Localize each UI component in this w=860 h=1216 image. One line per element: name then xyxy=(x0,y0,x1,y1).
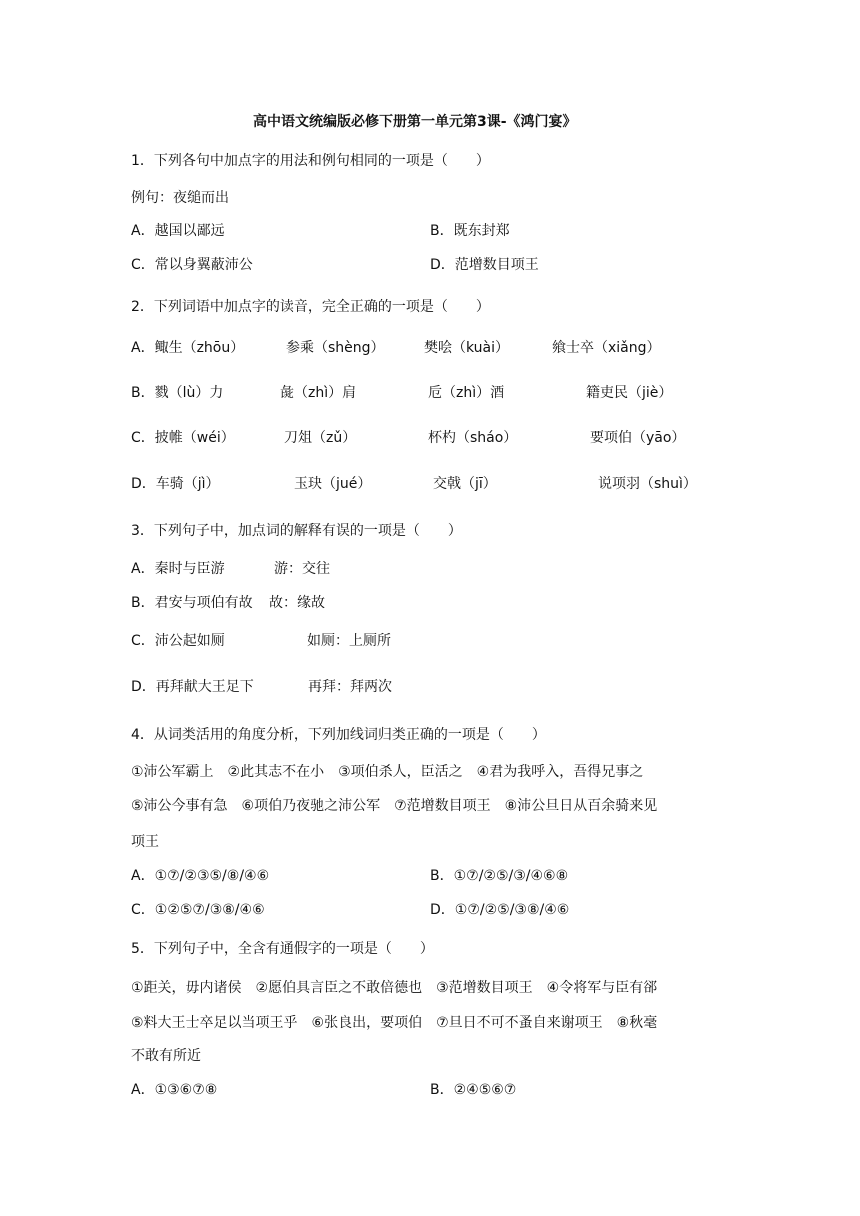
q4-option-a: A．①⑦/②③⑤/⑧/④⑥ xyxy=(131,868,270,884)
q3-sentence: C．沛公起如厕 xyxy=(131,633,225,649)
q3-stem: 3．下列句子中，加点词的解释有误的一项是（ ） xyxy=(131,523,462,539)
q3-sentence: D．再拜献大王足下 xyxy=(131,679,254,695)
q2-option-row xyxy=(0,474,860,494)
q3-sentence: A．秦时与臣游 xyxy=(131,561,225,577)
document-title: 高中语文统编版必修下册第一单元第3课-《鸿门宴》 xyxy=(253,114,577,130)
q3-option-row xyxy=(0,593,860,613)
q3-option-row xyxy=(0,559,860,579)
q4-sentences-line: ①沛公军霸上 ②此其志不在小 ③项伯杀人，臣活之 ④君为我呼入，吾得兄事之 xyxy=(131,764,644,780)
q4-option-c: C．①②⑤⑦/③⑧/④⑥ xyxy=(131,902,265,918)
q3-option-row xyxy=(0,677,860,697)
q2-cell: 卮（zhì）酒 xyxy=(428,385,505,401)
q2-cell: 飨士卒（xiǎng） xyxy=(552,340,661,356)
q2-cell: 交戟（jī） xyxy=(433,476,497,492)
q2-cell: 要项伯（yāo） xyxy=(590,430,686,446)
q5-stem: 5．下列句子中，全含有通假字的一项是（ ） xyxy=(131,941,434,957)
q2-cell: 刀俎（zǔ） xyxy=(284,430,357,446)
q4-option-b: B．①⑦/②⑤/③/④⑥⑧ xyxy=(430,868,569,884)
q1-option-a: A．越国以鄙远 xyxy=(131,223,225,239)
q2-option-row xyxy=(0,383,860,403)
q1-option-d: D．范增数目项王 xyxy=(430,257,539,273)
q2-option-row xyxy=(0,428,860,448)
q5-sentences-line: ⑤料大王士卒足以当项王乎 ⑥张良出，要项伯 ⑦旦日不可不蚤自来谢项王 ⑧秋毫 xyxy=(131,1015,658,1031)
q3-explanation: 游：交往 xyxy=(274,561,330,577)
q2-cell: 彘（zhì）肩 xyxy=(280,385,357,401)
q2-stem: 2．下列词语中加点字的读音，完全正确的一项是（ ） xyxy=(131,299,490,315)
q4-stem: 4．从词类活用的角度分析，下列加线词归类正确的一项是（ ） xyxy=(131,727,546,743)
q4-sentences-line: 项王 xyxy=(131,834,159,850)
q2-option-row xyxy=(0,338,860,358)
q3-sentence: B．君安与项伯有故 xyxy=(131,595,253,611)
q5-sentences-line: ①距关，毋内诸侯 ②愿伯具言臣之不敢倍德也 ③范增数目项王 ④令将军与臣有郤 xyxy=(131,980,658,996)
q5-option-b: B．②④⑤⑥⑦ xyxy=(430,1082,517,1098)
q1-option-b: B．既东封郑 xyxy=(430,223,510,239)
q1-stem: 1．下列各句中加点字的用法和例句相同的一项是（ ） xyxy=(131,153,490,169)
q2-cell: 参乘（shèng） xyxy=(286,340,385,356)
q4-sentences-line: ⑤沛公今事有急 ⑥项伯乃夜驰之沛公军 ⑦范增数目项王 ⑧沛公旦日从百余骑来见 xyxy=(131,798,658,814)
q2-cell: 籍吏民（jiè） xyxy=(586,385,673,401)
q2-cell: 樊哙（kuài） xyxy=(424,340,510,356)
q2-cell: 杯杓（sháo） xyxy=(428,430,518,446)
q1-option-c: C．常以身翼蔽沛公 xyxy=(131,257,253,273)
q2-cell: 玉玦（jué） xyxy=(294,476,372,492)
q2-cell: 说项羽（shuì） xyxy=(598,476,697,492)
q3-option-row xyxy=(0,631,860,651)
q5-sentences-line: 不敢有所近 xyxy=(131,1048,201,1064)
q3-explanation: 如厕：上厕所 xyxy=(307,633,391,649)
q3-explanation: 故：缘故 xyxy=(269,595,325,611)
q2-cell: D．车骑（jì） xyxy=(131,476,220,492)
q5-option-a: A．①③⑥⑦⑧ xyxy=(131,1082,218,1098)
q1-example: 例句：夜缒而出 xyxy=(131,190,229,206)
q2-cell: C．披帷（wéi） xyxy=(131,430,235,446)
q2-cell: B．戮（lù）力 xyxy=(131,385,224,401)
q3-explanation: 再拜：拜两次 xyxy=(308,679,392,695)
q4-option-d: D．①⑦/②⑤/③⑧/④⑥ xyxy=(430,902,570,918)
q2-cell: A．鲰生（zhōu） xyxy=(131,340,245,356)
